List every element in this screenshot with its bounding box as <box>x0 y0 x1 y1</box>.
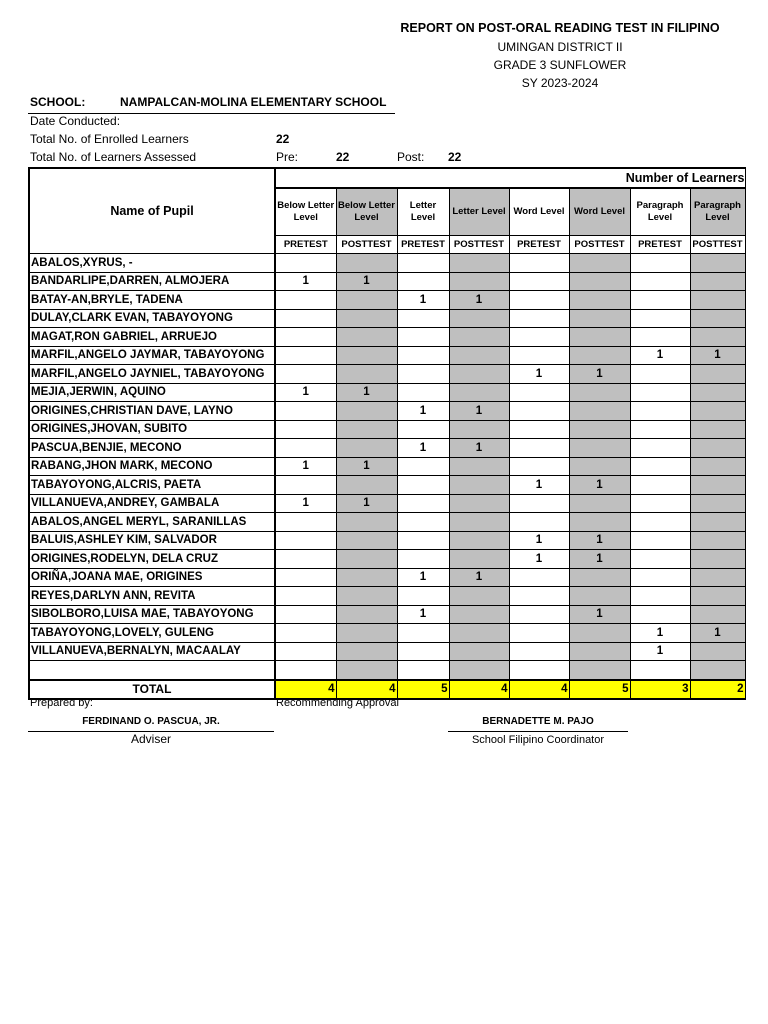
level-cell: 1 <box>509 365 569 384</box>
level-cell <box>509 457 569 476</box>
level-cell: 1 <box>275 494 336 513</box>
level-cell: 1 <box>509 550 569 569</box>
level-cell <box>630 531 690 550</box>
prepared-by-label: Prepared by: <box>30 697 93 709</box>
level-cell <box>449 531 509 550</box>
report-title: REPORT ON POST-ORAL READING TEST IN FILIPINO <box>400 21 720 35</box>
level-cell <box>397 642 449 661</box>
level-cell <box>449 309 509 328</box>
table-row <box>29 291 745 310</box>
pupil-name: MAGAT,RON GABRIEL, ARRUEJO <box>29 328 275 347</box>
total-cell: 4 <box>449 680 509 699</box>
adviser-title: Adviser <box>130 732 171 746</box>
level-cell: 1 <box>397 605 449 624</box>
test-header-2: POSTTEST <box>336 236 397 254</box>
level-cell <box>336 624 397 643</box>
pupil-name: BALUIS,ASHLEY KIM, SALVADOR <box>29 531 275 550</box>
level-header-6: Word Level <box>569 188 630 236</box>
pupil-name: REYES,DARLYN ANN, REVITA <box>29 587 275 606</box>
table-row <box>29 531 745 550</box>
level-cell <box>397 624 449 643</box>
level-cell <box>569 291 630 310</box>
table-row <box>29 587 745 606</box>
level-cell <box>336 642 397 661</box>
level-cell <box>336 531 397 550</box>
level-cell <box>275 642 336 661</box>
level-cell <box>509 291 569 310</box>
level-cell <box>397 476 449 495</box>
table-row <box>29 642 745 661</box>
name-of-pupil-header: Name of Pupil <box>29 168 275 254</box>
level-header-4: Letter Level <box>449 188 509 236</box>
report-district: UMINGAN DISTRICT II <box>497 40 623 54</box>
level-cell <box>449 383 509 402</box>
assessed-label: Total No. of Learners Assessed <box>30 150 197 164</box>
level-cell <box>690 605 745 624</box>
level-cell <box>569 439 630 458</box>
level-cell <box>630 550 690 569</box>
level-cell <box>449 587 509 606</box>
level-cell <box>509 272 569 291</box>
total-cell: 5 <box>397 680 449 699</box>
post-value: 22 <box>448 150 462 164</box>
test-header-8: POSTTEST <box>690 236 745 254</box>
level-cell <box>569 457 630 476</box>
table-row <box>29 494 745 513</box>
level-cell <box>690 254 745 273</box>
coordinator-title: School Filipino Coordinator <box>471 734 605 746</box>
level-cell <box>690 661 745 680</box>
level-cell <box>275 550 336 569</box>
table-row <box>29 605 745 624</box>
level-cell: 1 <box>509 476 569 495</box>
level-cell <box>630 309 690 328</box>
level-cell <box>336 254 397 273</box>
test-header-5: PRETEST <box>509 236 569 254</box>
table-row <box>29 624 745 643</box>
level-cell <box>336 346 397 365</box>
level-cell <box>397 420 449 439</box>
table-row <box>29 254 745 273</box>
level-cell <box>630 605 690 624</box>
level-cell <box>569 254 630 273</box>
level-cell <box>336 587 397 606</box>
level-cell <box>690 642 745 661</box>
level-cell <box>336 568 397 587</box>
level-cell <box>336 402 397 421</box>
level-cell <box>336 365 397 384</box>
level-cell <box>509 346 569 365</box>
level-cell <box>630 439 690 458</box>
level-cell <box>336 550 397 569</box>
level-cell <box>630 661 690 680</box>
level-cell <box>275 365 336 384</box>
level-cell <box>397 513 449 532</box>
level-cell <box>397 587 449 606</box>
level-cell <box>275 309 336 328</box>
level-cell <box>569 624 630 643</box>
level-cell <box>630 328 690 347</box>
pupil-name: VILLANUEVA,BERNALYN, MACAALAY <box>29 642 275 661</box>
pupil-name: VILLANUEVA,ANDREY, GAMBALA <box>29 494 275 513</box>
level-cell: 1 <box>397 291 449 310</box>
level-cell <box>275 328 336 347</box>
level-cell <box>690 365 745 384</box>
learners-table <box>28 167 746 700</box>
coordinator-signature-line <box>448 731 628 732</box>
level-cell <box>397 272 449 291</box>
table-row <box>29 272 745 291</box>
level-cell <box>397 365 449 384</box>
level-header-1: Below Letter Level <box>275 188 336 236</box>
level-cell: 1 <box>449 439 509 458</box>
level-cell <box>690 272 745 291</box>
level-cell <box>569 661 630 680</box>
level-cell <box>449 272 509 291</box>
level-cell: 1 <box>569 476 630 495</box>
level-cell <box>569 513 630 532</box>
level-cell <box>397 661 449 680</box>
level-cell: 1 <box>630 346 690 365</box>
total-cell: 4 <box>509 680 569 699</box>
level-cell <box>690 476 745 495</box>
level-cell <box>275 439 336 458</box>
level-cell <box>275 346 336 365</box>
level-cell: 1 <box>509 531 569 550</box>
level-cell <box>690 550 745 569</box>
table-row <box>29 513 745 532</box>
report-grade: GRADE 3 SUNFLOWER <box>493 58 627 72</box>
level-cell <box>690 494 745 513</box>
level-cell <box>690 291 745 310</box>
pupil-name: BANDARLIPE,DARREN, ALMOJERA <box>29 272 275 291</box>
date-conducted-label: Date Conducted: <box>30 114 121 128</box>
table-row <box>29 328 745 347</box>
level-cell <box>397 328 449 347</box>
table-row <box>29 457 745 476</box>
table-row <box>29 661 745 680</box>
level-cell <box>509 494 569 513</box>
level-cell <box>336 309 397 328</box>
level-cell <box>275 254 336 273</box>
table-row <box>29 568 745 587</box>
test-header-3: PRETEST <box>397 236 449 254</box>
table-row <box>29 365 745 384</box>
level-cell <box>397 494 449 513</box>
level-cell <box>449 494 509 513</box>
level-cell: 1 <box>449 568 509 587</box>
level-cell <box>449 476 509 495</box>
level-cell <box>397 383 449 402</box>
level-header-2: Below Letter Level <box>336 188 397 236</box>
level-cell <box>509 587 569 606</box>
level-cell: 1 <box>336 383 397 402</box>
level-cell <box>336 661 397 680</box>
pupil-name: SIBOLBORO,LUISA MAE, TABAYOYONG <box>29 605 275 624</box>
level-cell <box>630 476 690 495</box>
pre-label: Pre: <box>276 150 299 164</box>
level-cell <box>509 254 569 273</box>
level-cell <box>630 457 690 476</box>
level-cell <box>690 457 745 476</box>
level-cell <box>690 587 745 606</box>
level-cell <box>569 346 630 365</box>
pupil-name: PASCUA,BENJIE, MECONO <box>29 439 275 458</box>
level-cell <box>690 328 745 347</box>
test-header-7: PRETEST <box>630 236 690 254</box>
level-cell <box>509 402 569 421</box>
level-cell <box>336 420 397 439</box>
pupil-name: ABALOS,XYRUS, - <box>29 254 275 273</box>
adviser-name: FERDINAND O. PASCUA, JR. <box>82 716 220 727</box>
level-cell <box>336 513 397 532</box>
pupil-name: ORIGINES,RODELYN, DELA CRUZ <box>29 550 275 569</box>
level-cell <box>336 328 397 347</box>
school-label: SCHOOL: <box>30 95 86 109</box>
enrolled-label: Total No. of Enrolled Learners <box>30 132 189 146</box>
level-cell <box>336 605 397 624</box>
level-cell <box>275 661 336 680</box>
level-cell: 1 <box>690 624 745 643</box>
level-cell <box>275 291 336 310</box>
pupil-name: ORIGINES,JHOVAN, SUBITO <box>29 420 275 439</box>
level-cell <box>569 494 630 513</box>
level-cell: 1 <box>569 531 630 550</box>
level-cell <box>275 568 336 587</box>
table-row <box>29 439 745 458</box>
level-cell <box>569 309 630 328</box>
level-cell <box>275 476 336 495</box>
level-cell <box>275 587 336 606</box>
level-cell <box>690 402 745 421</box>
level-cell <box>630 272 690 291</box>
level-cell <box>509 605 569 624</box>
level-cell <box>275 420 336 439</box>
total-cell: 2 <box>690 680 745 699</box>
level-cell: 1 <box>569 365 630 384</box>
level-cell <box>397 550 449 569</box>
pupil-name: ABALOS,ANGEL MERYL, SARANILLAS <box>29 513 275 532</box>
level-cell <box>509 513 569 532</box>
level-cell <box>449 642 509 661</box>
level-cell <box>569 328 630 347</box>
level-cell <box>397 457 449 476</box>
level-cell: 1 <box>275 272 336 291</box>
level-cell <box>569 642 630 661</box>
test-header-4: POSTTEST <box>449 236 509 254</box>
total-cell: 5 <box>569 680 630 699</box>
level-cell <box>275 531 336 550</box>
level-cell <box>275 513 336 532</box>
level-cell <box>449 254 509 273</box>
level-cell <box>630 494 690 513</box>
level-cell <box>509 624 569 643</box>
enrolled-value: 22 <box>276 132 290 146</box>
level-cell <box>569 402 630 421</box>
pupil-name: RABANG,JHON MARK, MECONO <box>29 457 275 476</box>
recommending-approval-label: Recommending Approval <box>276 697 399 709</box>
total-row <box>29 680 745 699</box>
level-cell: 1 <box>630 642 690 661</box>
level-cell <box>449 328 509 347</box>
level-cell <box>509 383 569 402</box>
level-cell: 1 <box>397 568 449 587</box>
pupil-name: MARFIL,ANGELO JAYNIEL, TABAYOYONG <box>29 365 275 384</box>
table-row <box>29 550 745 569</box>
level-cell <box>397 531 449 550</box>
pupil-name <box>29 661 275 680</box>
level-cell <box>336 291 397 310</box>
level-cell <box>569 383 630 402</box>
level-cell <box>630 568 690 587</box>
level-cell: 1 <box>449 291 509 310</box>
level-cell: 1 <box>449 402 509 421</box>
level-cell <box>275 624 336 643</box>
level-cell: 1 <box>336 457 397 476</box>
table-row <box>29 402 745 421</box>
level-cell <box>569 568 630 587</box>
school-name: NAMPALCAN-MOLINA ELEMENTARY SCHOOL <box>120 95 387 109</box>
level-cell <box>449 624 509 643</box>
level-cell <box>630 291 690 310</box>
level-cell <box>690 439 745 458</box>
level-cell <box>630 254 690 273</box>
level-cell <box>569 272 630 291</box>
level-cell <box>509 439 569 458</box>
level-cell <box>449 605 509 624</box>
pupil-name: BATAY-AN,BRYLE, TADENA <box>29 291 275 310</box>
level-cell: 1 <box>397 439 449 458</box>
level-cell <box>449 346 509 365</box>
report-school-year: SY 2023-2024 <box>521 76 599 90</box>
level-cell <box>397 309 449 328</box>
level-cell <box>397 254 449 273</box>
level-cell <box>449 420 509 439</box>
table-row <box>29 420 745 439</box>
pupil-name: MEJIA,JERWIN, AQUINO <box>29 383 275 402</box>
level-cell <box>509 328 569 347</box>
level-cell <box>397 346 449 365</box>
number-of-learners-header: Number of Learners <box>275 168 745 188</box>
table-row <box>29 309 745 328</box>
level-cell <box>509 568 569 587</box>
total-cell: 3 <box>630 680 690 699</box>
level-cell <box>275 605 336 624</box>
pupil-name: DULAY,CLARK EVAN, TABAYOYONG <box>29 309 275 328</box>
level-cell: 1 <box>569 605 630 624</box>
test-header-1: PRETEST <box>275 236 336 254</box>
level-header-3: Letter Level <box>397 188 449 236</box>
level-cell <box>630 587 690 606</box>
post-label: Post: <box>397 150 425 164</box>
test-header-6: POSTTEST <box>569 236 630 254</box>
total-label: TOTAL <box>29 680 275 699</box>
level-cell: 1 <box>630 624 690 643</box>
level-cell <box>630 513 690 532</box>
level-cell <box>336 476 397 495</box>
level-cell <box>336 439 397 458</box>
total-cell: 4 <box>275 680 336 699</box>
level-cell <box>569 420 630 439</box>
level-cell: 1 <box>336 272 397 291</box>
level-cell <box>569 587 630 606</box>
level-cell <box>630 420 690 439</box>
level-cell: 1 <box>336 494 397 513</box>
pre-value: 22 <box>336 150 350 164</box>
level-cell <box>690 513 745 532</box>
coordinator-name: BERNADETTE M. PAJO <box>482 716 594 727</box>
pupil-name: ORIGINES,CHRISTIAN DAVE, LAYNO <box>29 402 275 421</box>
level-cell <box>630 365 690 384</box>
level-cell <box>449 661 509 680</box>
level-cell: 1 <box>569 550 630 569</box>
pupil-name: TABAYOYONG,ALCRIS, PAETA <box>29 476 275 495</box>
level-cell <box>690 383 745 402</box>
level-cell: 1 <box>690 346 745 365</box>
level-cell <box>690 420 745 439</box>
level-header-7: Paragraph Level <box>630 188 690 236</box>
level-header-5: Word Level <box>509 188 569 236</box>
total-cell: 4 <box>336 680 397 699</box>
pupil-name: MARFIL,ANGELO JAYMAR, TABAYOYONG <box>29 346 275 365</box>
level-header-8: Paragraph Level <box>690 188 745 236</box>
level-cell <box>509 661 569 680</box>
level-cell: 1 <box>397 402 449 421</box>
pupil-name: ORIÑA,JOANA MAE, ORIGINES <box>29 568 275 587</box>
level-cell <box>630 383 690 402</box>
level-cell <box>449 457 509 476</box>
level-cell <box>449 365 509 384</box>
table-row <box>29 346 745 365</box>
level-cell <box>509 420 569 439</box>
level-cell <box>449 513 509 532</box>
level-cell <box>509 642 569 661</box>
level-cell <box>275 402 336 421</box>
level-cell <box>509 309 569 328</box>
level-cell <box>690 568 745 587</box>
table-row <box>29 383 745 402</box>
level-cell <box>690 309 745 328</box>
level-cell <box>630 402 690 421</box>
level-cell: 1 <box>275 457 336 476</box>
level-cell <box>690 531 745 550</box>
pupil-name: TABAYOYONG,LOVELY, GULENG <box>29 624 275 643</box>
level-cell <box>449 550 509 569</box>
level-cell: 1 <box>275 383 336 402</box>
table-row <box>29 476 745 495</box>
